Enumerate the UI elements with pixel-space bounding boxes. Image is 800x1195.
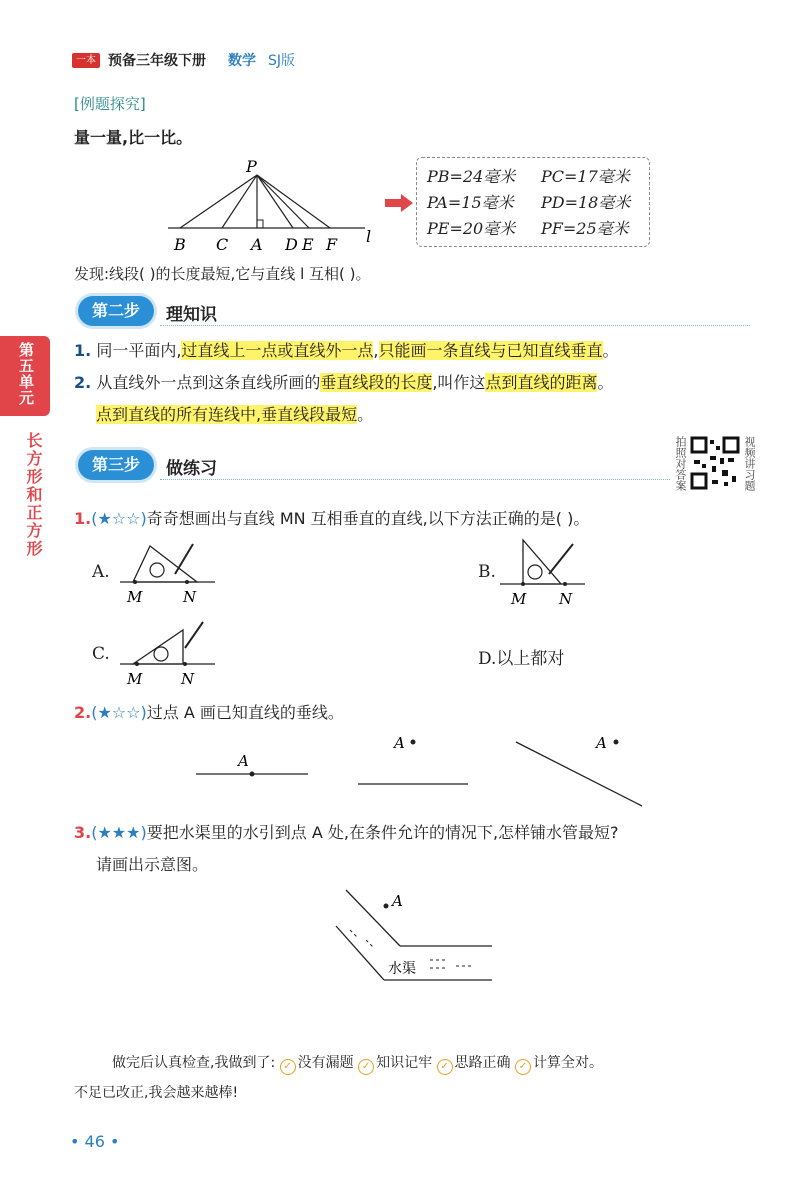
point-f-label: F	[326, 235, 338, 254]
canal-a-label: A	[392, 892, 403, 910]
self-check	[112, 1052, 762, 1075]
question-3	[74, 820, 764, 843]
check-3: 思路正确	[454, 1055, 511, 1071]
item1-number: 1.	[74, 341, 92, 360]
q1-option-b-figure	[495, 534, 590, 609]
canal-label: 水渠	[388, 961, 416, 977]
q1-stars: (★☆☆)	[91, 509, 147, 528]
q1-option-d: D.以上都对	[478, 649, 565, 669]
q2-fig3-a-label: A	[596, 734, 607, 752]
q1-option-a-label: A.	[92, 562, 110, 582]
unit-label: 第五单元	[17, 342, 35, 406]
step2-title: 理知识	[166, 305, 217, 325]
qr-answer-label: 拍照对答案	[674, 436, 687, 491]
step2-divider	[160, 325, 750, 326]
point-d-label: D	[285, 235, 298, 254]
item2-text-c: 。	[597, 373, 614, 392]
brand-logo: 一本	[72, 53, 100, 68]
step3-pill: 第三步	[78, 450, 154, 480]
discovery-question: 发现:线段( )的长度最短,它与直线 l 互相( )。	[74, 265, 371, 283]
item1-text-c: 。	[602, 341, 619, 360]
check-lead: 做完后认真检查,我做到了:	[112, 1055, 276, 1071]
check-circle-icon: ✓	[280, 1059, 296, 1075]
q1a-n-label: N	[183, 588, 197, 606]
point-p-label: P	[246, 157, 257, 176]
perpendicular-diagram	[160, 150, 390, 260]
item2-text-a: 从直线外一点到这条直线所画的	[96, 373, 321, 392]
q1-option-a-figure	[115, 536, 225, 606]
check-1: 没有漏题	[297, 1055, 354, 1071]
knowledge-item-2	[74, 372, 764, 394]
point-c-label: C	[216, 235, 229, 254]
check-circle-icon: ✓	[437, 1059, 453, 1075]
q2-text: 过点 A 画已知直线的垂线。	[146, 703, 344, 722]
check-4: 计算全对。	[532, 1055, 603, 1071]
qr-code-icon[interactable]	[690, 436, 740, 490]
page-number-value: 46	[84, 1132, 105, 1151]
knowledge-item-1	[74, 340, 754, 362]
example-section-label: [例题探究]	[74, 95, 146, 113]
qr-video-label: 视频讲习题	[743, 436, 756, 491]
measure-pe: PE=20毫米	[427, 219, 516, 238]
step2-pill: 第二步	[78, 296, 154, 326]
q1-option-b-label: B.	[478, 562, 496, 582]
item2-text-d: 。	[357, 405, 374, 424]
q1-option-c-figure	[115, 618, 225, 688]
page-number: • 46 •	[70, 1132, 120, 1151]
item1-text-a: 同一平面内,	[96, 341, 182, 360]
point-a-label: A	[251, 235, 263, 254]
q1b-m-label: M	[511, 590, 527, 608]
question-1	[74, 506, 764, 529]
item1-highlight-1: 过直线上一点或直线外一点	[181, 341, 374, 360]
q2-figures	[190, 728, 650, 810]
step3-divider	[160, 479, 670, 480]
q1b-n-label: N	[559, 590, 573, 608]
measure-pb: PB=24毫米	[427, 167, 516, 186]
q3-text-1: 要把水渠里的水引到点 A 处,在条件允许的情况下,怎样铺水管最短?	[146, 823, 619, 842]
example-task: 量一量,比一比。	[74, 128, 193, 147]
q1-text: 奇奇想画出与直线 MN 互相垂直的直线,以下方法正确的是( )。	[146, 509, 590, 528]
check-line-2: 不足已改正,我会越来越棒!	[74, 1085, 239, 1101]
point-b-label: B	[174, 235, 186, 254]
q3-text-2: 请画出示意图。	[96, 855, 209, 874]
item2-text-b: ,叫作这	[432, 373, 486, 392]
check-2: 知识记牢	[376, 1055, 433, 1071]
item1-highlight-2: 只能画一条直线与已知直线垂直	[378, 341, 603, 360]
measure-pf: PF=25毫米	[541, 219, 629, 238]
unit-side-tab	[0, 336, 50, 416]
question-2	[74, 700, 344, 723]
q2-fig2-a-label: A	[394, 734, 405, 752]
subject-label: 数学	[228, 53, 256, 69]
item1-text-b: ,	[373, 341, 379, 360]
q1a-m-label: M	[127, 588, 143, 606]
q2-number: 2.	[74, 703, 92, 722]
item2-number: 2.	[74, 373, 92, 392]
arrow-right-icon	[385, 193, 415, 213]
line-l-label: l	[366, 227, 372, 246]
q2-stars: (★☆☆)	[91, 703, 147, 722]
item2-highlight-1: 垂直线段的长度	[320, 373, 433, 392]
q1c-m-label: M	[127, 670, 143, 688]
book-title: 预备三年级下册	[108, 53, 206, 69]
point-e-label: E	[302, 235, 314, 254]
check-circle-icon: ✓	[515, 1059, 531, 1075]
q1-option-c-label: C.	[92, 644, 110, 664]
check-circle-icon: ✓	[358, 1059, 374, 1075]
topic-side-label: 长方形和正方形	[24, 432, 43, 558]
knowledge-item-2-cont	[96, 404, 373, 426]
q1c-n-label: N	[181, 670, 195, 688]
q3-number: 3.	[74, 823, 92, 842]
version-label: SJ版	[268, 53, 296, 69]
canal-figure	[330, 886, 500, 996]
measure-pd: PD=18毫米	[541, 193, 631, 212]
item2-highlight-3: 点到直线的所有连线中,垂直线段最短	[96, 405, 358, 424]
measure-pc: PC=17毫米	[541, 167, 630, 186]
q2-fig1-a-label: A	[238, 752, 249, 770]
measurement-box	[416, 157, 650, 247]
q1-number: 1.	[74, 509, 92, 528]
step3-title: 做练习	[166, 459, 217, 479]
item2-highlight-2: 点到直线的距离	[485, 373, 598, 392]
measure-pa: PA=15毫米	[427, 193, 514, 212]
q3-stars: (★★★)	[91, 823, 147, 842]
